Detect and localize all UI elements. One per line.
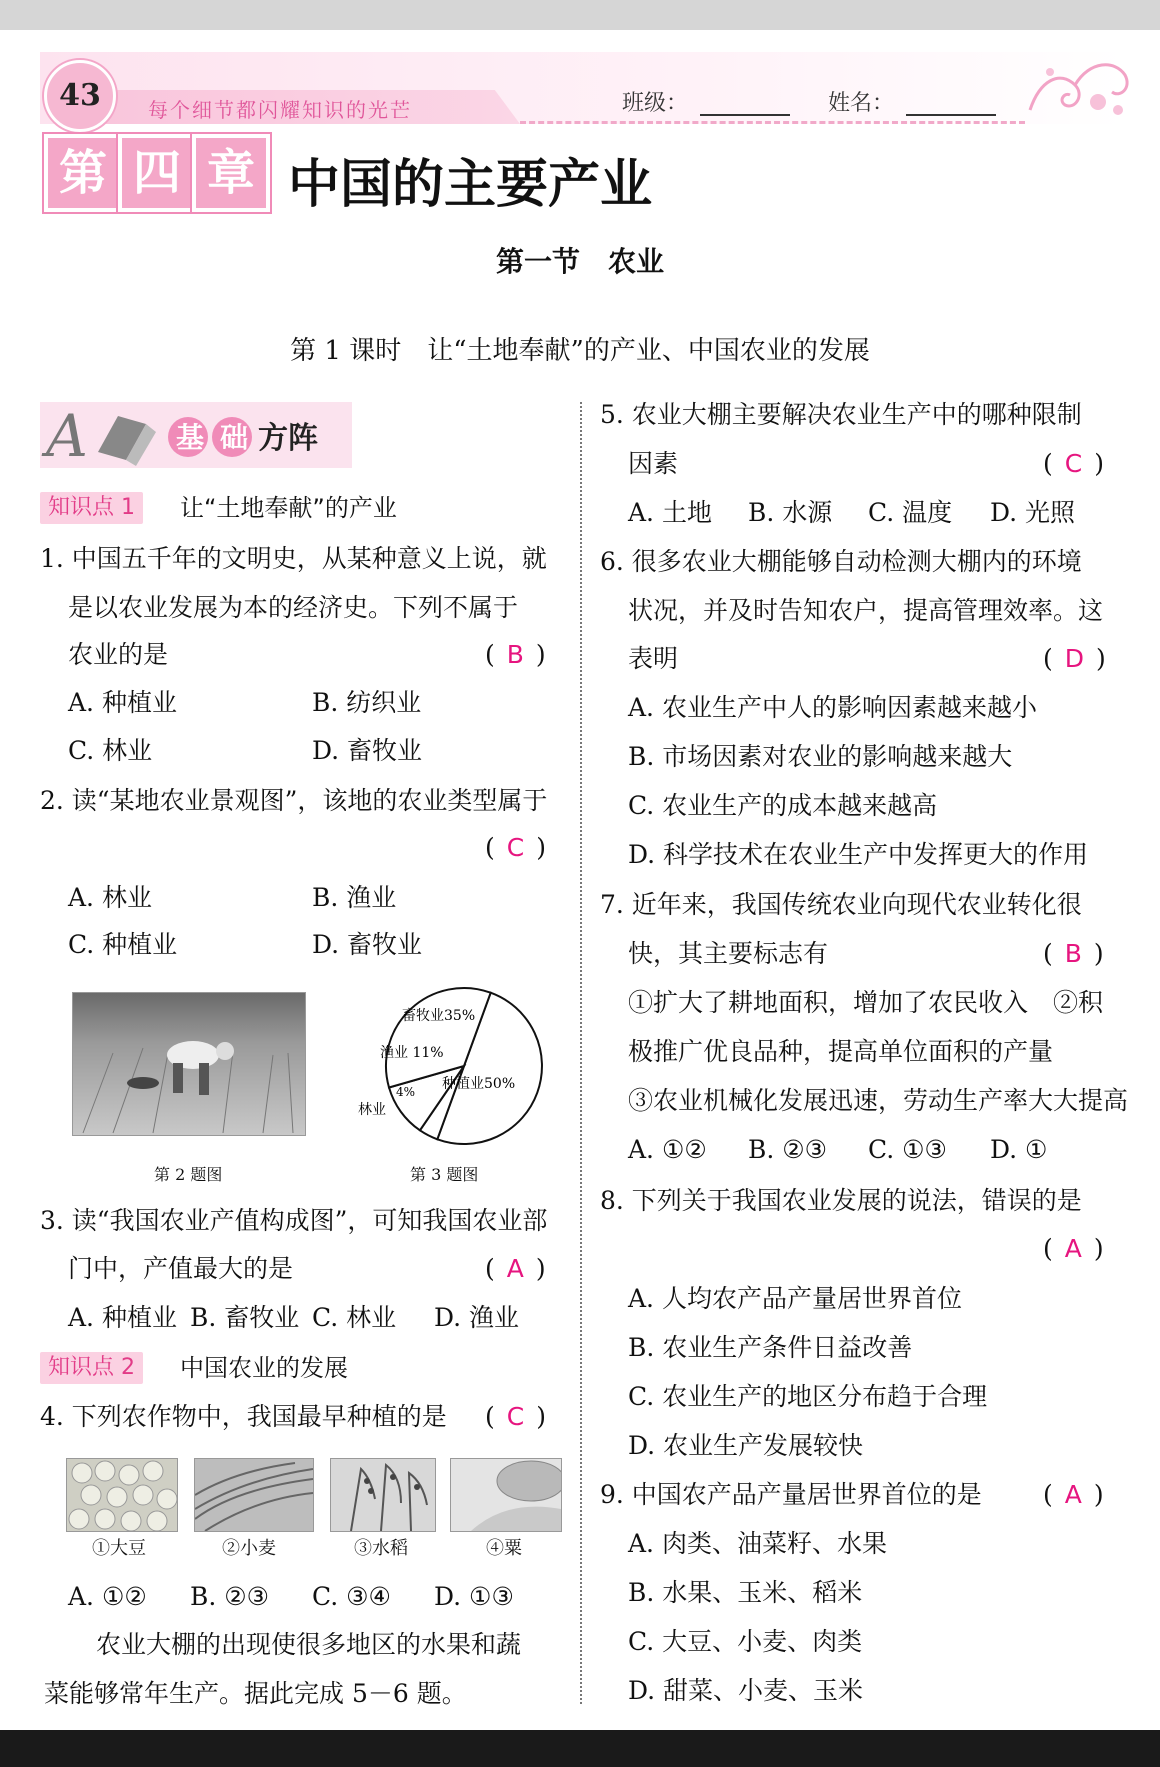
fig2-caption: 第 2 题图 [154,1165,223,1184]
knowledge-point-title: 中国农业的发展 [180,1354,348,1382]
option: B. 渔业 [312,883,397,912]
crop-caption: ②小麦 [222,1538,276,1559]
option: B. 纺织业 [312,688,422,717]
answer-letter: A [1064,1480,1082,1509]
answer-letter: A [1064,1234,1082,1263]
q9-answer: ( A ) [1043,1480,1104,1509]
header-motto: 每个细节都闪耀知识的光芒 [148,98,412,122]
option: D. ① [990,1135,1048,1164]
intro-line: 菜能够常年生产。据此完成 5－6 题。 [44,1679,467,1708]
q5-stem-line: 因素 [628,449,679,478]
svg-text:方阵: 方阵 [258,421,318,456]
answer-letter: D [1064,644,1085,673]
option: D. 畜牧业 [312,930,423,959]
pie-label-fishery: 渔业 11% [380,1045,444,1061]
top-margin [0,0,1160,30]
knowledge-point-label: 知识点 2 [40,1352,143,1384]
option: C. ①③ [868,1135,947,1164]
page-number: 43 [44,60,116,132]
answer-letter: B [506,640,524,669]
farmland-photo [72,992,306,1136]
option: A. 土地 [628,498,712,527]
option: A. 种植业 [68,1303,177,1332]
intro-line: 农业大棚的出现使很多地区的水果和蔬 [96,1630,522,1659]
section-title: 第一节 农业 [495,245,664,278]
svg-text:础: 础 [220,421,249,454]
soybean-photo [66,1458,178,1532]
q1-answer: ( B ) [485,640,546,669]
q6-stem-line: 6. 很多农业大棚能够自动检测大棚内的环境 [600,547,1082,576]
lesson-title: 第 1 课时 让“土地奉献”的产业、中国农业的发展 [290,336,870,366]
option: B. ②③ [190,1582,270,1611]
q8-answer: ( A ) [1043,1234,1104,1263]
pie-label-forestry-pct: 4% [396,1085,416,1099]
option: C. 种植业 [68,930,178,959]
answer-letter: C [1064,449,1083,478]
option: B. 市场因素对农业的影响越来越大 [628,742,1013,771]
q4-answer: ( C ) [485,1402,546,1431]
option: B. 水源 [748,498,833,527]
option: D. 甜菜、小麦、玉米 [628,1676,864,1705]
knowledge-point-1 [40,492,397,524]
crop-caption: ③水稻 [354,1538,408,1559]
chapter-char-2: 四 [118,134,196,212]
answer-letter: C [506,833,525,862]
millet-photo [450,1458,562,1532]
crop-caption: ④粟 [486,1538,522,1559]
q9-stem-line: 9. 中国农产品产量居世界首位的是 [600,1480,982,1509]
option: A. 农业生产中人的影响因素越来越小 [628,693,1037,722]
q6-stem-line: 表明 [628,644,679,673]
q5-stem-line: 5. 农业大棚主要解决农业生产中的哪种限制 [600,400,1082,429]
option: D. 农业生产发展较快 [628,1431,864,1460]
option: A. 种植业 [68,688,177,717]
chapter-title: 中国的主要产业 [288,155,653,215]
pie-label-crop: 种植业50% [442,1076,516,1092]
option: B. 畜牧业 [190,1303,300,1332]
q7-item-line: 极推广优良品种，提高单位面积的产量 [628,1037,1054,1066]
knowledge-point-title: 让“土地奉献”的产业 [180,494,397,522]
chapter-char-1: 第 [44,134,122,212]
option: D. ①③ [434,1582,514,1611]
q6-answer: ( D ) [1043,644,1106,673]
option: A. 人均农产品产量居世界首位 [628,1284,962,1313]
option: C. 林业 [68,736,153,765]
q7-stem-line: 7. 近年来，我国传统农业向现代农业转化很 [600,890,1082,919]
knowledge-point-2 [40,1352,348,1384]
q1-stem-line: 1. 中国五千年的文明史，从某种意义上说，就 [40,544,547,573]
chapter-char-3: 章 [192,134,270,212]
option: B. ②③ [748,1135,828,1164]
q2-stem-line: 2. 读“某地农业景观图”，该地的农业类型属于 [40,786,548,815]
q4-stem-line: 4. 下列农作物中，我国最早种植的是 [40,1402,447,1431]
flower-ornament-icon [1020,50,1135,125]
answer-letter: B [1064,939,1082,968]
column-divider [580,402,582,1704]
name-label: 姓名： [828,91,895,116]
option: D. 畜牧业 [312,736,423,765]
option: D. 渔业 [434,1303,520,1332]
crop-caption: ①大豆 [92,1538,146,1559]
option: B. 水果、玉米、稻米 [628,1578,863,1607]
option: C. 大豆、小麦、肉类 [628,1627,863,1656]
badge-letter: A [46,402,88,468]
option: C. ③④ [312,1582,391,1611]
class-blank [700,114,790,116]
name-blank [906,114,996,116]
svg-text:基: 基 [176,421,205,454]
q1-stem-line: 农业的是 [68,640,169,669]
bottom-margin [0,1730,1160,1767]
q3-stem-line: 3. 读“我国农业产值构成图”，可知我国农业部 [40,1206,548,1235]
q8-stem-line: 8. 下列关于我国农业发展的说法，错误的是 [600,1186,1082,1215]
option: A. ①② [628,1135,707,1164]
q7-answer: ( B ) [1043,939,1104,968]
q3-answer: ( A ) [485,1254,546,1283]
agriculture-pie-chart [340,978,560,1148]
q6-stem-line: 状况，并及时告知农户，提高管理效率。这 [628,596,1104,625]
option: C. 农业生产的成本越来越高 [628,791,938,820]
option: D. 科学技术在农业生产中发挥更大的作用 [628,840,1089,869]
option: C. 林业 [312,1303,397,1332]
q7-stem-line: 快，其主要标志有 [628,939,829,968]
knowledge-point-label: 知识点 1 [40,492,143,524]
q5-answer: ( C ) [1043,449,1104,478]
option: A. ①② [68,1582,147,1611]
answer-letter: A [506,1254,524,1283]
q2-answer: ( C ) [485,833,546,862]
option: A. 肉类、油菜籽、水果 [628,1529,887,1558]
option: C. 农业生产的地区分布趋于合理 [628,1382,988,1411]
rice-photo [330,1458,436,1532]
option: D. 光照 [990,498,1076,527]
option: A. 林业 [68,883,152,912]
pie-label-animal: 畜牧业35% [402,1008,476,1024]
q1-stem-line: 是以农业发展为本的经济史。下列不属于 [68,593,519,622]
pie-label-forestry: 林业 [358,1102,386,1118]
q7-item-line: ③农业机械化发展迅速，劳动生产率大大提高 [628,1086,1129,1115]
fig3-caption: 第 3 题图 [410,1165,479,1184]
q7-item-line: ①扩大了耕地面积，增加了农民收入 ②积 [628,988,1104,1017]
answer-letter: C [506,1402,525,1431]
basic-section-badge [40,402,352,468]
option: C. 温度 [868,498,953,527]
option: B. 农业生产条件日益改善 [628,1333,913,1362]
q3-stem-line: 门中，产值最大的是 [68,1254,294,1283]
header-dashed-line [520,121,1025,124]
class-label: 班级： [622,91,689,116]
wheat-photo [194,1458,314,1532]
